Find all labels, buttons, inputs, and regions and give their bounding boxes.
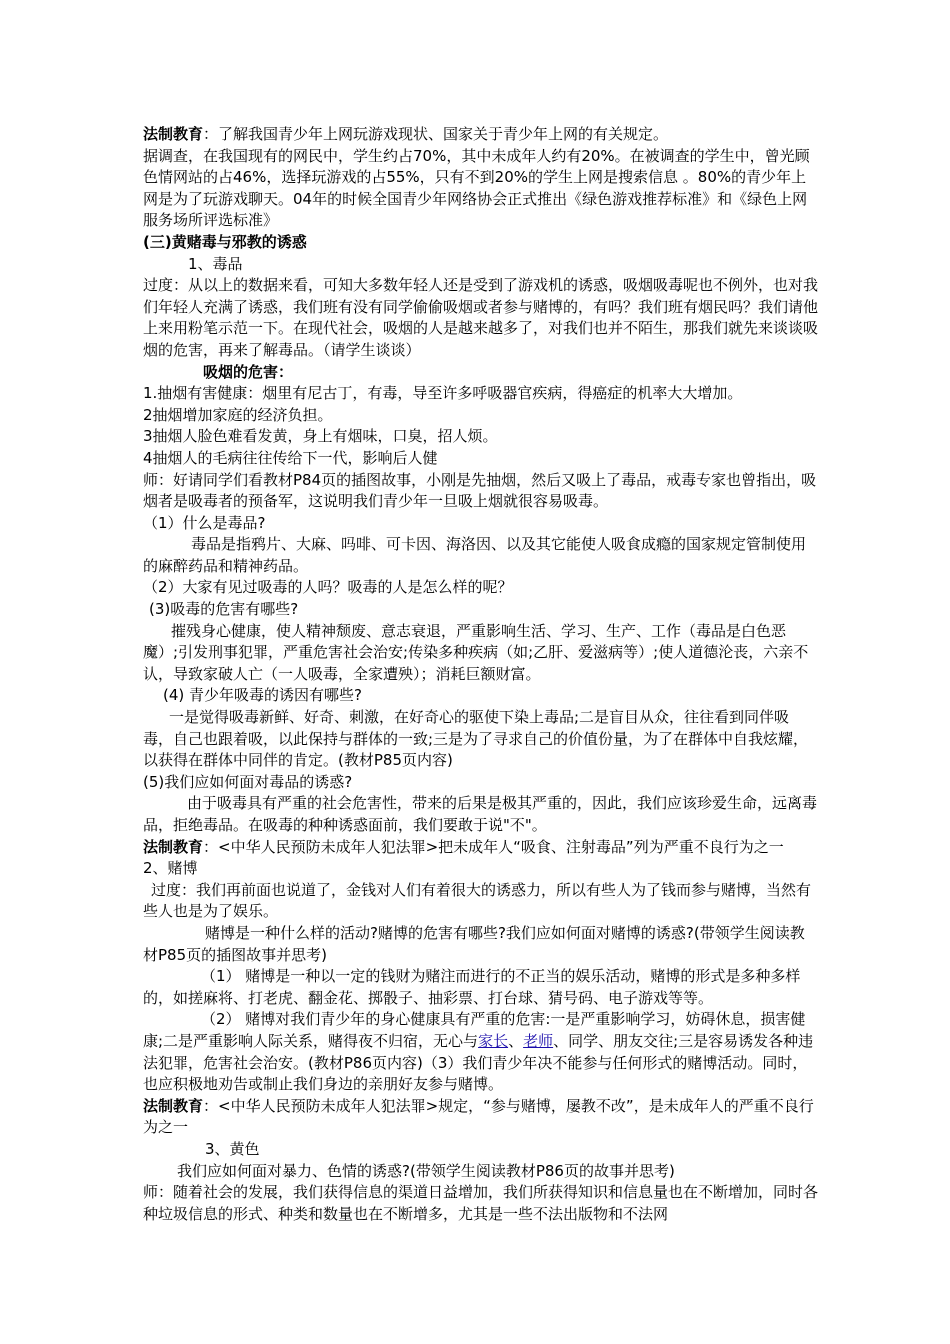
- bold-label: 法制教育: [143, 1096, 204, 1115]
- item-heading-pornography: 3、黄色: [205, 1139, 260, 1158]
- paragraph-transition-1: 过度：从以上的数据来看，可知大多数年轻人还是受到了游戏机的诱惑，吸烟吸毒呢也不例外，也对我们年轻人充满了诱惑，我们班有没有同学偷偷吸烟或者参与赌博的，有吗？我们班有烟民吗？我们请他上来用粉笔示范一下。在现代社会，吸烟的人是越来越多了，对我们也并不陌生，那我们就先来谈谈吸烟的危害，再来了解毒品。（请学生谈谈）: [143, 276, 819, 359]
- answer-5: 由于吸毒具有严重的社会危害性，带来的后果是极其严重的，因此，我们应该珍爱生命，远离毒品，拒绝毒品。在吸毒的种种诱惑面前，我们要敢于说"不"。: [143, 794, 818, 834]
- paragraph-text: ：<中华人民预防未成年人犯法罪>规定，“参与赌博，屡教不改”，是未成年人的严重不良行为之一: [143, 1096, 814, 1137]
- answer-1: 毒品是指鸦片、大麻、吗啡、可卡因、海洛因、以及其它能使人吸食成瘾的国家规定管制使用的麻醉药品和精神药品。: [143, 535, 807, 575]
- paragraph-gambling-2: [143, 1009, 818, 1095]
- paragraph-text: ：了解我国青少年上网玩游戏现状、国家关于青少年上网的有关规定。: [203, 125, 669, 143]
- answer-3: 摧残身心健康，使人精神颓废、意志衰退，严重影响生活、学习、生产、工作（毒品是白色恶魔）;引发刑事犯罪，严重危害社会治安;传染多种疾病（如;乙肝、爱滋病等）;使人道德沦丧，六亲不认，导致家破人亡（一人吸毒，全家遭殃）；消耗巨额财富。: [143, 621, 809, 683]
- question-4: (4) 青少年吸毒的诱因有哪些?: [163, 686, 362, 705]
- paragraph-legal-education-2: [143, 837, 818, 859]
- bold-label: 法制教育: [143, 837, 204, 856]
- smoke-harm-item-2: 2抽烟增加家庭的经济负担。: [143, 405, 333, 424]
- bold-label: 法制教育: [143, 125, 204, 143]
- question-3: (3)吸毒的危害有哪些?: [149, 600, 299, 619]
- paragraph-text: （2） 赌博对我们青少年的身心健康具有严重的危害:一是严重影响学习，妨碍休息，损害健康;二是严重影响人际关系，赌得夜不归宿，无心与: [143, 1010, 806, 1050]
- question-1: （1）什么是毒品?: [143, 513, 266, 532]
- smoke-harm-item-3: 3抽烟人脸色难看发黄，身上有烟味，口臭，招人烦。: [143, 427, 498, 446]
- paragraph-survey: 据调查，在我国现有的网民中，学生约占70%，其中未成年人约有20%。在被调查的学生中，曾光顾色情网站的占46%，选择玩游戏的占55%，只有不到20%的学生上网是搜索信息 。80%的青少年上网是为了玩游戏聊天。04年的时候全国青少年网络协会正式推出《绿色游戏推荐标准》和《绿色上网服务场所评选标准》: [143, 146, 810, 230]
- question-2: （2）大家有见过吸毒的人吗？吸毒的人是怎么样的呢？: [143, 578, 513, 597]
- paragraph-text: 、同学、朋友交往;三是容易诱发各种违法犯罪，危害社会治安。(教材P86页内容)（3）我们青少年决不能参与任何形式的赌博活动。同时，也应积极地劝告或制止我们身边的亲朋好友参与赌博。: [143, 1031, 814, 1094]
- paragraph-legal-education-1: [143, 124, 818, 146]
- link-teacher[interactable]: 老师: [523, 1031, 554, 1050]
- question-5: (5)我们应如何面对毒品的诱惑?: [143, 772, 353, 791]
- smoke-harm-title: 吸烟的危害：: [203, 362, 294, 381]
- paragraph-gambling-questions: 赌博是一种什么样的活动?赌博的危害有哪些?我们应如何面对赌博的诱惑?(带领学生阅读教材P85页的插图故事并思考): [143, 923, 805, 964]
- smoke-harm-item-1: 1.抽烟有害健康：烟里有尼古丁，有毒，导至许多呼吸器官疾病，得癌症的机率大大增加。: [143, 384, 743, 403]
- paragraph-pornography-question: 我们应如何面对暴力、色情的诱惑?(带领学生阅读教材P86页的故事并思考): [177, 1161, 675, 1180]
- paragraph-teacher-2: 师：随着社会的发展，我们获得信息的渠道日益增加，我们所获得知识和信息量也在不断增加，同时各种垃圾信息的形式、种类和数量也在不断增多，尤其是一些不法出版物和不法网: [143, 1183, 819, 1223]
- paragraph-transition-2: 过度：我们再前面也说道了，金钱对人们有着很大的诱惑力，所以有些人为了钱而参与赌博，当然有些人也是为了娱乐。: [143, 880, 812, 921]
- section-heading-3: (三)黄赌毒与邪教的诱惑: [143, 232, 307, 251]
- paragraph-teacher-1: 师：好请同学们看教材P84页的插图故事，小刚是先抽烟，然后又吸上了毒品，戒毒专家也曾指出，吸烟者是吸毒者的预备军，这说明我们青少年一旦吸上烟就很容易吸毒。: [143, 470, 817, 511]
- separator: 、: [508, 1031, 524, 1050]
- paragraph-text: ：<中华人民预防未成年人犯法罪>把未成年人“吸食、注射毒品”列为严重不良行为之一: [203, 837, 784, 856]
- item-heading-drugs: 1、毒品: [188, 254, 243, 273]
- paragraph-gambling-1: （1） 赌博是一种以一定的钱财为赌注而进行的不正当的娱乐活动，赌博的形式是多种多样的，如搓麻将、打老虎、翻金花、掷骰子、抽彩票、打台球、猜号码、电子游戏等等。: [143, 967, 801, 1007]
- item-heading-gambling: 2、赌博: [143, 859, 198, 878]
- answer-4: 一是觉得吸毒新鲜、好奇、刺激，在好奇心的驱使下染上毒品;二是盲目从众，往往看到同伴吸毒，自己也跟着吸，以此保持与群体的一致;三是为了寻求自己的价值份量，为了在群体中自我炫耀，以获得在群体中同伴的肯定。(教材P85页内容): [143, 708, 809, 770]
- paragraph-legal-education-3: [143, 1096, 818, 1139]
- smoke-harm-item-4: 4抽烟人的毛病往往传给下一代，影响后人健: [143, 448, 438, 467]
- link-parents[interactable]: 家长: [478, 1031, 509, 1050]
